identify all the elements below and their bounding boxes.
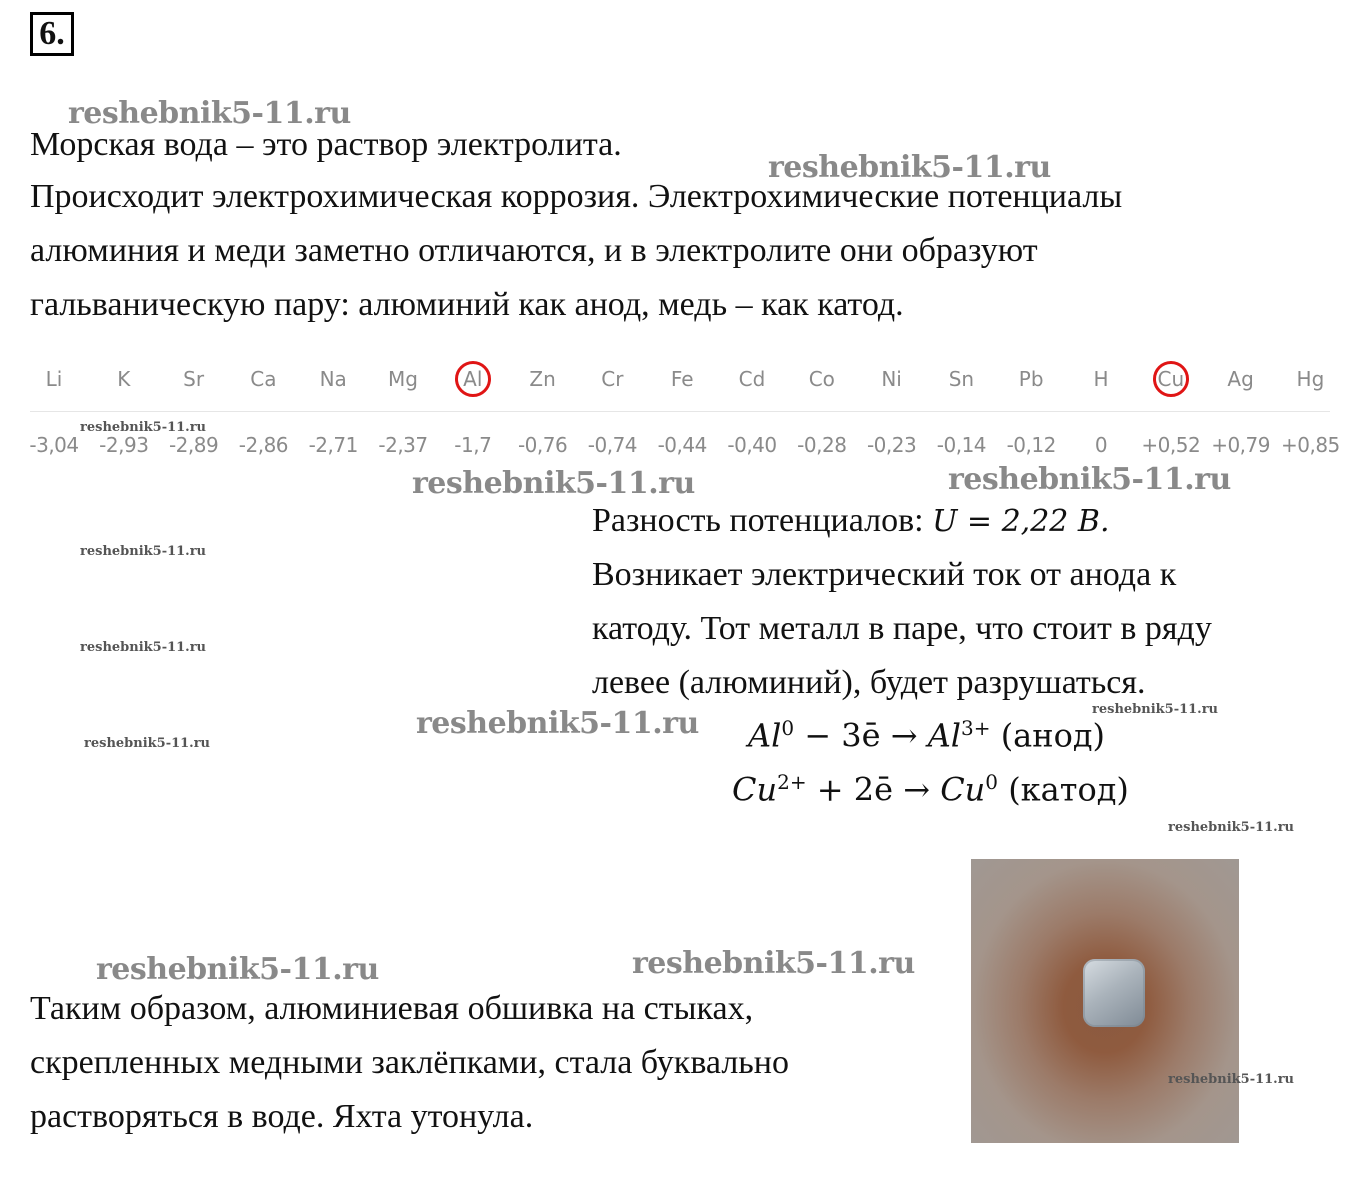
series-symbol: Ni bbox=[881, 367, 902, 391]
series-potential: -3,04 bbox=[29, 433, 79, 457]
series-symbol: Sr bbox=[183, 367, 205, 391]
anode-reactant: Al bbox=[748, 716, 782, 755]
anode-equation bbox=[748, 716, 1105, 755]
task-number: 6. bbox=[30, 12, 74, 56]
series-symbol: Hg bbox=[1296, 367, 1325, 391]
series-potential: -0,74 bbox=[587, 433, 638, 457]
watermark: reshebnik5-11.ru bbox=[768, 150, 1051, 185]
series-potential: -0,12 bbox=[1006, 433, 1056, 457]
series-symbol: Fe bbox=[670, 367, 694, 391]
series-potential: 0 bbox=[1094, 433, 1108, 457]
series-potential: +0,85 bbox=[1280, 433, 1340, 457]
series-potential: +0,52 bbox=[1141, 433, 1201, 457]
conclusion-line-3: растворяться в воде. Яхта утонула. bbox=[30, 1098, 534, 1135]
anode-operator: − 3ē → bbox=[794, 716, 928, 755]
potential-difference bbox=[592, 494, 1110, 549]
series-potential: -2,86 bbox=[238, 433, 289, 457]
middle-line-4: левее (алюминий), будет разрушаться. bbox=[592, 664, 1146, 701]
series-potential: -0,23 bbox=[866, 433, 917, 457]
highlight-circle bbox=[455, 361, 491, 397]
watermark-small: reshebnik5-11.ru bbox=[1092, 702, 1219, 717]
watermark-small: reshebnik5-11.ru bbox=[80, 544, 207, 559]
intro-line-2: Происходит электрохимическая коррозия. Электрохимические потенциалы bbox=[30, 178, 1123, 215]
series-potential: -2,93 bbox=[99, 433, 149, 457]
cathode-operator: + 2ē → bbox=[806, 770, 941, 809]
potential-difference-label: Разность потенциалов: bbox=[592, 502, 933, 539]
series-potential: -2,89 bbox=[168, 433, 219, 457]
conclusion-line-1: Таким образом, алюминиевая обшивка на стыках, bbox=[30, 990, 754, 1027]
cathode-label: (катод) bbox=[998, 770, 1129, 809]
series-symbol: H bbox=[1093, 367, 1109, 391]
highlight-circle bbox=[1153, 361, 1189, 397]
series-symbol: Na bbox=[319, 367, 347, 391]
series-potential: -2,37 bbox=[378, 433, 428, 457]
series-potential: -0,40 bbox=[727, 433, 777, 457]
series-symbol: Ag bbox=[1227, 367, 1254, 391]
intro-line-3: алюминия и меди заметно отличаются, и в электролите они образуют bbox=[30, 232, 1038, 269]
series-potential: -0,14 bbox=[936, 433, 987, 457]
cathode-product-charge: 0 bbox=[985, 770, 999, 794]
series-symbol: Cd bbox=[738, 367, 766, 391]
watermark-small: reshebnik5-11.ru bbox=[1168, 1072, 1295, 1087]
watermark-small: reshebnik5-11.ru bbox=[84, 736, 211, 751]
watermark: reshebnik5-11.ru bbox=[948, 462, 1231, 497]
anode-product-charge: 3+ bbox=[961, 716, 991, 740]
series-symbol: Sn bbox=[948, 367, 975, 391]
cathode-equation bbox=[732, 770, 1129, 809]
anode-product: Al bbox=[927, 716, 962, 755]
watermark-small: reshebnik5-11.ru bbox=[80, 640, 207, 655]
cathode-reactant-charge: 2+ bbox=[777, 770, 807, 794]
series-symbol: K bbox=[117, 367, 131, 391]
series-symbol: Ca bbox=[250, 367, 277, 391]
watermark-small: reshebnik5-11.ru bbox=[80, 420, 207, 435]
series-potential: -0,76 bbox=[517, 433, 568, 457]
series-symbol: Zn bbox=[529, 367, 556, 391]
series-symbol: Cr bbox=[601, 367, 624, 391]
series-symbol: Co bbox=[808, 367, 835, 391]
series-divider bbox=[30, 411, 1330, 412]
series-symbol: Al bbox=[463, 367, 483, 391]
watermark: reshebnik5-11.ru bbox=[632, 946, 915, 981]
series-potential: -2,71 bbox=[308, 433, 358, 457]
intro-line-4: гальваническую пару: алюминий как анод, медь – как катод. bbox=[30, 286, 904, 323]
bolt-icon bbox=[1083, 959, 1145, 1027]
watermark: reshebnik5-11.ru bbox=[416, 706, 699, 741]
electrochemical-series bbox=[29, 355, 1340, 465]
anode-reactant-charge: 0 bbox=[781, 716, 795, 740]
anode-label: (анод) bbox=[990, 716, 1106, 755]
series-symbol: Li bbox=[45, 367, 63, 391]
watermark-small: reshebnik5-11.ru bbox=[1168, 820, 1295, 835]
watermark: reshebnik5-11.ru bbox=[412, 466, 695, 501]
series-potential: -0,44 bbox=[657, 433, 707, 457]
series-potential: -1,7 bbox=[454, 433, 492, 457]
corroded-bolt-photo bbox=[971, 859, 1239, 1143]
watermark: reshebnik5-11.ru bbox=[68, 96, 351, 131]
conclusion-line-2: скрепленных медными заклёпками, стала буквально bbox=[30, 1044, 789, 1081]
watermark: reshebnik5-11.ru bbox=[96, 952, 379, 987]
intro-line-1: Морская вода – это раствор электролита. bbox=[30, 126, 622, 163]
cathode-reactant: Cu bbox=[732, 770, 778, 809]
series-potential: +0,79 bbox=[1211, 433, 1270, 457]
series-symbol: Cu bbox=[1157, 367, 1185, 391]
potential-difference-formula: U = 2,22 В. bbox=[932, 504, 1110, 539]
series-symbol: Pb bbox=[1018, 367, 1044, 391]
series-potential: -0,28 bbox=[797, 433, 847, 457]
middle-line-2: Возникает электрический ток от анода к bbox=[592, 556, 1177, 593]
series-symbol: Mg bbox=[388, 367, 418, 391]
middle-line-3: катоду. Тот металл в паре, что стоит в ряду bbox=[592, 610, 1212, 647]
cathode-product: Cu bbox=[940, 770, 986, 809]
